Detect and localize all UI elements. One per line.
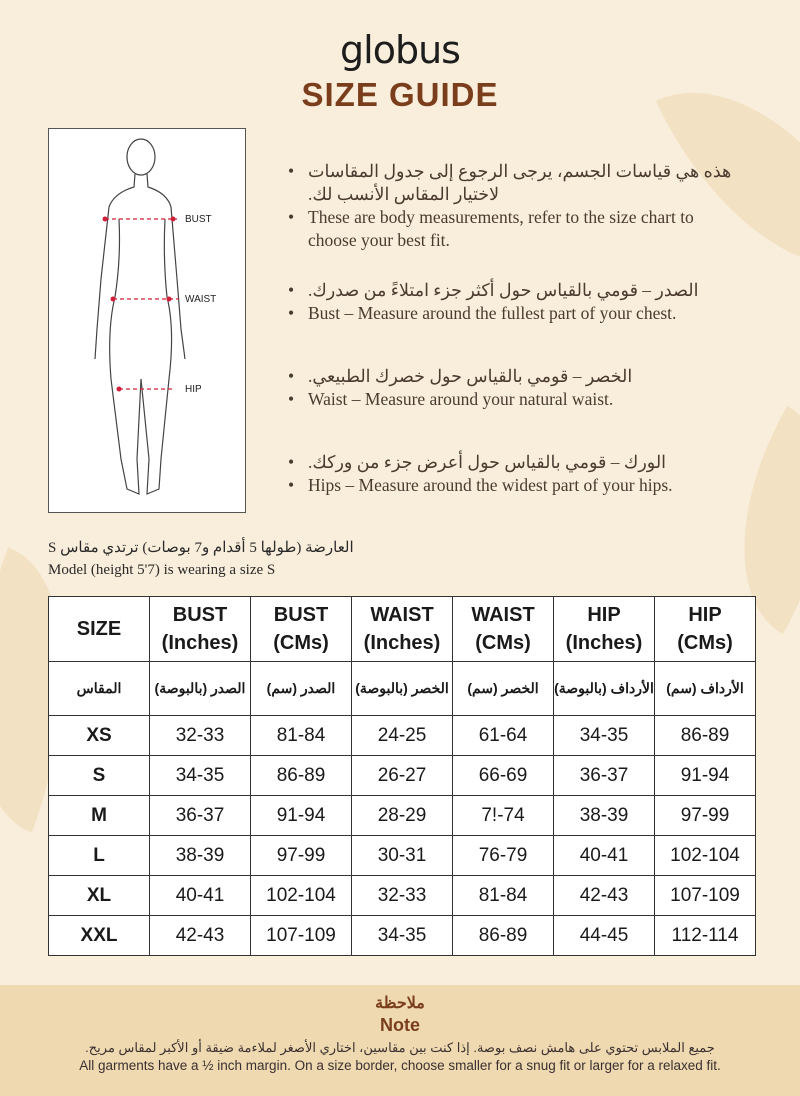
measurement-cell: 32-33 — [150, 716, 251, 756]
table-row — [49, 876, 756, 916]
size-cell: XXL — [49, 916, 150, 956]
column-header-text: (Inches) — [565, 632, 643, 654]
size-chart-table — [48, 596, 756, 956]
measurement-cell: 36-37 — [150, 796, 251, 836]
table-row — [49, 796, 756, 836]
measurement-cell: 86-89 — [251, 756, 352, 796]
note-text-ar: جميع الملابس تحتوي على هامش نصف بوصة. إذا كنت بين مقاسين، اختاري الأصغر لملاءمة ضيقة أو الأكبر لمقاس مريح. — [85, 1040, 715, 1055]
table-row — [49, 836, 756, 876]
hip-label: HIP — [185, 384, 202, 395]
column-header — [554, 597, 655, 662]
column-header-text: (CMs) — [273, 632, 329, 654]
body-figure-illustration — [48, 128, 246, 513]
body-outline-icon — [49, 129, 247, 514]
column-header — [352, 597, 453, 662]
page-title: SIZE GUIDE — [301, 76, 499, 113]
measurement-cell: 107-109 — [655, 876, 756, 916]
column-header-ar: المقاس — [49, 662, 150, 716]
column-header-ar: الصدر (سم) — [251, 662, 352, 716]
note-ar: • هذه هي قياسات الجسم، يرجى الرجوع إلى جدول المقاسات لاختيار المقاس الأنسب لك. — [288, 160, 738, 206]
column-header-text: WAIST — [471, 604, 535, 626]
measurement-cell: 28-29 — [352, 796, 453, 836]
column-header-text: (Inches) — [161, 632, 239, 654]
column-header — [49, 597, 150, 662]
column-header — [150, 597, 251, 662]
measurement-cell: 97-99 — [251, 836, 352, 876]
model-info — [48, 537, 354, 581]
measurement-notes — [288, 160, 738, 524]
note-group — [288, 365, 738, 411]
measurement-cell: 107-109 — [251, 916, 352, 956]
measurement-cell: 40-41 — [554, 836, 655, 876]
column-header-text: WAIST — [370, 604, 434, 626]
column-header — [655, 597, 756, 662]
measurement-cell: 36-37 — [554, 756, 655, 796]
column-header-ar: الخصر (بالبوصة) — [352, 662, 453, 716]
size-cell: XS — [49, 716, 150, 756]
note-text-en: All garments have a ½ inch margin. On a size border, choose smaller for a snug fit or larger for a relaxed fit. — [79, 1058, 721, 1073]
size-cell: L — [49, 836, 150, 876]
measurement-cell: 102-104 — [655, 836, 756, 876]
measurement-cell: 26-27 — [352, 756, 453, 796]
column-header-text: SIZE — [76, 618, 122, 640]
measurement-cell: 66-69 — [453, 756, 554, 796]
note-en: • These are body measurements, refer to the size chart to choose your best fit. — [288, 206, 738, 252]
measurement-cell: 91-94 — [251, 796, 352, 836]
measurement-cell: 61-64 — [453, 716, 554, 756]
note-ar: • الورك – قومي بالقياس حول أعرض جزء من وركك. — [288, 451, 738, 474]
note-en: • Bust – Measure around the fullest part of your chest. — [288, 302, 738, 325]
measurement-cell: 40-41 — [150, 876, 251, 916]
measurement-cell: 30-31 — [352, 836, 453, 876]
measurement-cell: 42-43 — [554, 876, 655, 916]
measurement-cell: 81-84 — [251, 716, 352, 756]
model-info-ar: العارضة (طولها 5 أقدام و7 بوصات) ترتدي مقاس S — [48, 540, 354, 556]
table-row — [49, 716, 756, 756]
waist-label: WAIST — [185, 294, 217, 305]
note-title-ar: ملاحظة — [375, 995, 425, 1012]
size-cell: XL — [49, 876, 150, 916]
measurement-cell: 86-89 — [655, 716, 756, 756]
measurement-cell: 91-94 — [655, 756, 756, 796]
measurement-cell: 32-33 — [352, 876, 453, 916]
column-header — [453, 597, 554, 662]
brand-logo: globus — [340, 28, 460, 72]
column-header-text: (CMs) — [475, 632, 531, 654]
measurement-cell: 97-99 — [655, 796, 756, 836]
note-en: • Hips – Measure around the widest part of your hips. — [288, 474, 738, 497]
column-header-text: HIP — [587, 604, 621, 626]
measurement-cell: 34-35 — [352, 916, 453, 956]
measurement-cell: 38-39 — [150, 836, 251, 876]
column-header-text: BUST — [172, 604, 228, 626]
measurement-cell: 7!-74 — [453, 796, 554, 836]
note-section — [0, 985, 800, 1096]
measurement-cell: 34-35 — [554, 716, 655, 756]
measurement-cell: 38-39 — [554, 796, 655, 836]
column-header-text: HIP — [688, 604, 722, 626]
column-header — [251, 597, 352, 662]
measurement-cell: 34-35 — [150, 756, 251, 796]
measurement-cell: 76-79 — [453, 836, 554, 876]
size-cell: M — [49, 796, 150, 836]
column-header-ar: الخصر (سم) — [453, 662, 554, 716]
table-row — [49, 756, 756, 796]
measurement-cell: 86-89 — [453, 916, 554, 956]
model-info-en: Model (height 5'7) is wearing a size S — [48, 562, 276, 578]
note-ar: • الصدر – قومي بالقياس حول أكثر جزء امتلاءً من صدرك. — [288, 279, 738, 302]
measurement-cell: 44-45 — [554, 916, 655, 956]
table-row — [49, 916, 756, 956]
measurement-cell: 102-104 — [251, 876, 352, 916]
measurement-cell: 24-25 — [352, 716, 453, 756]
measurement-cell: 81-84 — [453, 876, 554, 916]
note-title: Note — [380, 1015, 420, 1035]
bust-label: BUST — [185, 214, 212, 225]
note-ar: • الخصر – قومي بالقياس حول خصرك الطبيعي. — [288, 365, 738, 388]
measurement-cell: 42-43 — [150, 916, 251, 956]
note-group — [288, 451, 738, 497]
note-group — [288, 279, 738, 325]
column-header-ar: الأرداف (سم) — [655, 662, 756, 716]
column-header-ar: الأرداف (بالبوصة) — [554, 662, 655, 716]
size-cell: S — [49, 756, 150, 796]
column-header-text: BUST — [273, 604, 329, 626]
column-header-text: (CMs) — [677, 632, 733, 654]
column-header-ar: الصدر (بالبوصة) — [150, 662, 251, 716]
note-group — [288, 160, 738, 252]
measurement-cell: 112-114 — [655, 916, 756, 956]
column-header-text: (Inches) — [363, 632, 441, 654]
note-en: • Waist – Measure around your natural waist. — [288, 388, 738, 411]
